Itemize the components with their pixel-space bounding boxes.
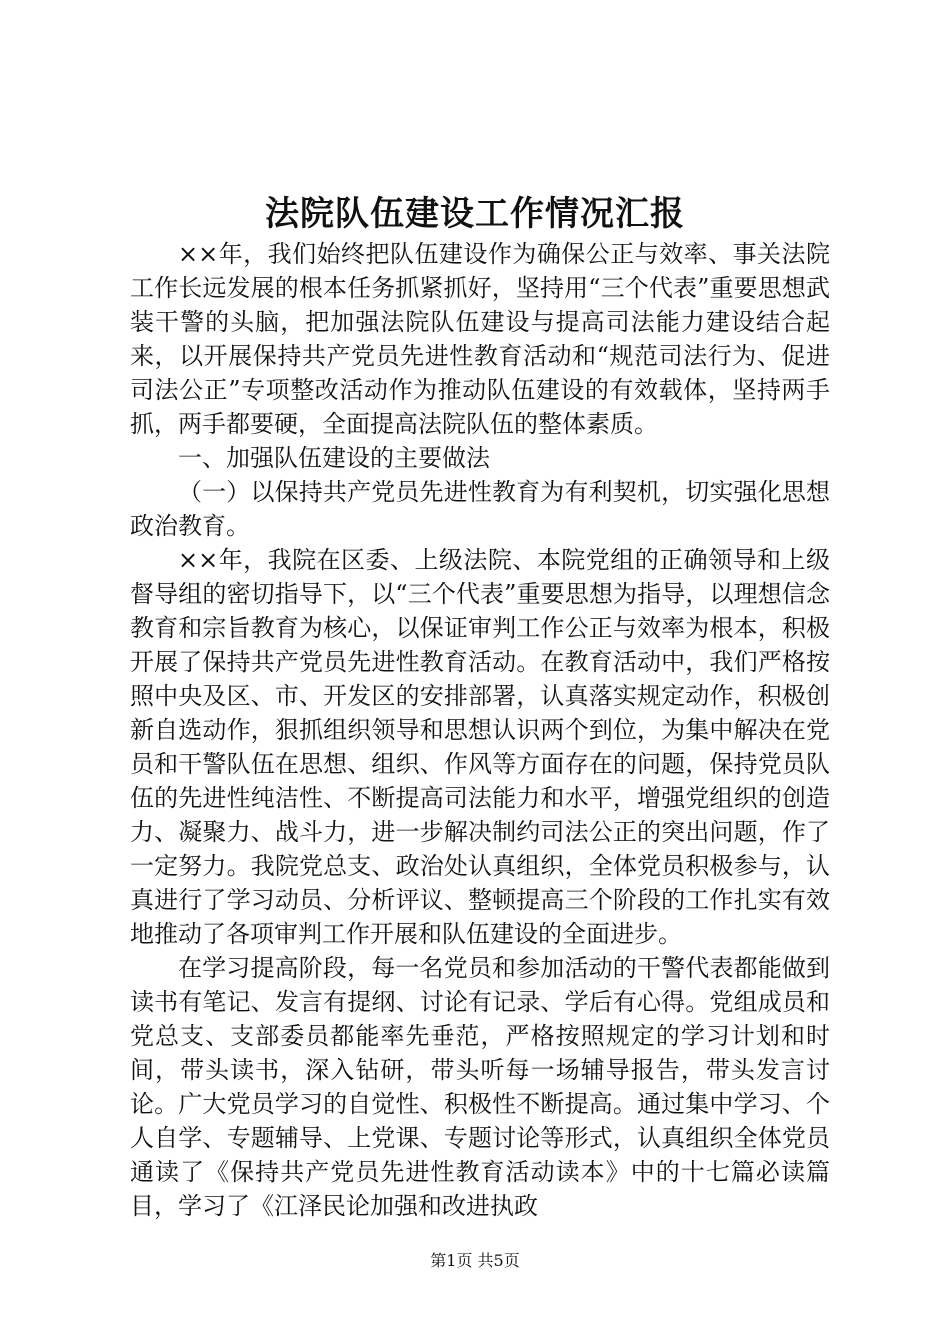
paragraph-intro: ××年，我们始终把队伍建设作为确保公正与效率、事关法院工作长远发展的根本任务抓紧抓好，坚持用“三个代表”重要思想武装干警的头脑，把加强法院队伍建设与提高司法能力建设结合起来，以开展保持共产党员先进性教育活动和“规范司法行为、促进司法公正”专项整改活动作为推动队伍建设的有效载体，坚持两手抓，两手都要硬，全面提高法院队伍的整体素质。	[130, 240, 830, 438]
paragraph-education: ××年，我院在区委、上级法院、本院党组的正确领导和上级督导组的密切指导下，以“三个代表”重要思想为指导，以理想信念教育和宗旨教育为核心，以保证审判工作公正与效率为根本，积极开展了保持共产党员先进性教育活动。在教育活动中，我们严格按照中央及区、市、开发区的安排部署，认真落实规定动作，积极创新自选动作，狠抓组织领导和思想认识两个到位，为集中解决在党员和干警队伍在思想、组织、作风等方面存在的问题，保持党员队伍的先进性纯洁性、不断提高司法能力和水平，增强党组织的创造力、凝聚力、战斗力，进一步解决制约司法公正的突出问题，作了一定努力。我院党总支、政治处认真组织，全体党员积极参与，认真进行了学习动员、分析评议、整顿提高三个阶段的工作扎实有效地推动了各项审判工作开展和队伍建设的全面进步。	[130, 546, 830, 948]
document-title: 法院队伍建设工作情况汇报	[265, 194, 685, 234]
section-heading-1: 一、加强队伍建设的主要做法	[178, 444, 490, 472]
document-body	[130, 237, 830, 1223]
paragraph-study: 在学习提高阶段，每一名党员和参加活动的干警代表都能做到读书有笔记、发言有提纲、讨论有记录、学后有心得。党组成员和党总支、支部委员都能率先垂范，严格按照规定的学习计划和时间，带头读书，深入钻研，带头听每一场辅导报告，带头发言讨论。广大党员学习的自觉性、积极性不断提高。通过集中学习、个人自学、专题辅导、上党课、专题讨论等形式，认真组织全体党员通读了《保持共产党员先进性教育活动读本》中的十七篇必读篇目，学习了《江泽民论加强和改进执政	[130, 954, 830, 1220]
page-footer: 第1页 共5页	[430, 1251, 520, 1270]
subsection-heading-1: （一）以保持共产党员先进性教育为有利契机，切实强化思想政治教育。	[130, 478, 830, 540]
